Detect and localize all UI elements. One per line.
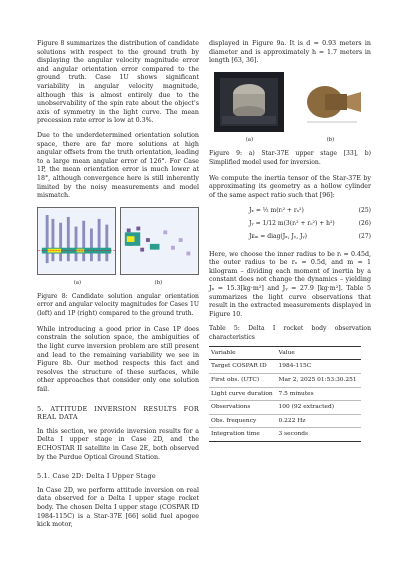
table-cell: 7.5 minutes (277, 387, 361, 401)
table-row (209, 387, 361, 401)
table-cell: 100 (92 extracted) (277, 401, 361, 415)
subcaption-a: (a) (245, 136, 253, 143)
paragraph: Due to the underdetermined orientation solution space, there are far more solutions at high angular offsets from the truth orientation, leading to a large mean angular error of 126°. For Case 1P, the mean orientation error is much lower at 18°, although convergence here is still inherently limited by the noisy measurements and model mismatch. (37, 131, 199, 200)
table-cell: 3 seconds (277, 428, 361, 442)
figure-9-caption: Figure 9: a) Star-37E upper stage [33], b) Simplified model used for inversion. (209, 150, 371, 166)
table-header-row (209, 346, 361, 360)
paragraph: Figure 8 summarizes the distribution of candidate solutions with respect to the ground truth by displaying the angular velocity magnitude error and angular orientation error compared to the ground truth. Case 1U shows significant variability in angular velocity magnitude, although this is almost entirely due to the unobservability of the spin rate about the object's axis of symmetry in the light curve. The mean precession rate error is low at 0.3%. (37, 40, 199, 125)
table-5-caption: Table 5: Delta I rocket body observation characteristics (209, 325, 371, 341)
heatmap-case-1p (120, 207, 199, 275)
star37e-photo (214, 72, 284, 132)
equation-25 (209, 207, 371, 217)
section-heading: 5. ATTITUDE INVERSION RESULTS FOR REAL DATA (37, 404, 199, 422)
figure-8-subcaptions (37, 279, 199, 288)
table-cell: Target COSPAR ID (209, 360, 277, 374)
equation-27 (209, 233, 371, 243)
equation-expression: Jᵧ = 1/12 m(3(rᵢ² + rₒ²) + h²) (249, 220, 335, 228)
figure-9 (209, 72, 371, 132)
figure-8-caption: Figure 8: Candidate solution angular orientation error and angular velocity magnitudes for Cases 1U (left) and 1P (right) compared to the ground truth. (37, 293, 199, 317)
table-row (209, 401, 361, 415)
table-row (209, 414, 361, 428)
paragraph: displayed in Figure 9a. It is d = 0.93 meters in diameter and is approximately h = 1.7 meters in length [63, 36]. (209, 40, 371, 65)
equation-number: (27) (358, 233, 371, 241)
table-row (209, 428, 361, 442)
paragraph: In this section, we provide inversion results for a Delta I upper stage in Case 2D, and the ECHOSTAR II satellite in Case 2E, both observed by the Purdue Optical Ground Station. (37, 427, 199, 461)
table-header-cell: Value (277, 346, 361, 360)
subcaption-b: (b) (154, 279, 163, 286)
table-cell: Light curve duration (209, 387, 277, 401)
paragraph: We compute the inertia tensor of the Star-37E by approximating its geometry as a hollow cylinder of the same aspect ratio such that [96]: (209, 174, 371, 199)
table-cell: 1984-115C (277, 360, 361, 374)
table-cell: 0.222 Hz (277, 414, 361, 428)
subcaption-b: (b) (326, 136, 335, 143)
table-row (209, 373, 361, 387)
paragraph: Here, we choose the inner radius to be rᵢ = 0.45d, the outer radius to be rₒ = 0.5d, and m = 1 kilogram – dividing each moment of inertia by a constant does not change the dynamics – yielding Jₓ = 15.3[kg·m²] and Jᵧ = 27.9 [kg·m²]. Table 5 summarizes the light curve observations that result in the extracted measurements displayed in Figure 10. (209, 250, 371, 318)
paragraph: In Case 2D, we perform attitude inversion on real data observed for a Delta I upper stage rocket body. The chosen Delta I upper stage (COSPAR ID 1984-115C) is a Star-37E [66] solid fuel apogee kick motor, (37, 486, 199, 529)
table-cell: First obs. (UTC) (209, 373, 277, 387)
equation-number: (25) (358, 207, 371, 215)
left-column (37, 40, 199, 536)
right-column (209, 40, 371, 442)
table-row (209, 360, 361, 374)
simplified-model-render (297, 72, 367, 132)
equation-expression: Jₓ = ½ m(rᵢ² + rₒ²) (249, 207, 304, 215)
heatmap-case-1u (37, 207, 116, 275)
observation-table (209, 346, 361, 442)
subsection-heading: 5.1. Case 2D: Delta I Upper Stage (37, 472, 156, 481)
table-cell: Mar 2, 2025 01:53:30.251 (277, 373, 361, 387)
table-cell: Observations (209, 401, 277, 415)
table-header-cell: Variable (209, 346, 277, 360)
equation-number: (26) (358, 220, 371, 228)
table-cell: Integration time (209, 428, 277, 442)
equation-26 (209, 220, 371, 230)
subcaption-a: (a) (73, 279, 81, 286)
equation-expression: Jᴇₘ = diag(Jₓ, Jᵧ, Jᵧ) (249, 233, 308, 241)
figure-9-subcaptions (209, 136, 371, 145)
paragraph: While introducing a good prior in Case 1P does constrain the solution space, the ambiguities of the light curve inversion problem are still present and lead to the remaining variability we see in Figure 8b. Our method respects this fact and resolves the structure of these surfaces, while other approaches that consider only one solution fail. (37, 325, 199, 394)
table-cell: Obs. frequency (209, 414, 277, 428)
figure-8 (37, 207, 199, 275)
